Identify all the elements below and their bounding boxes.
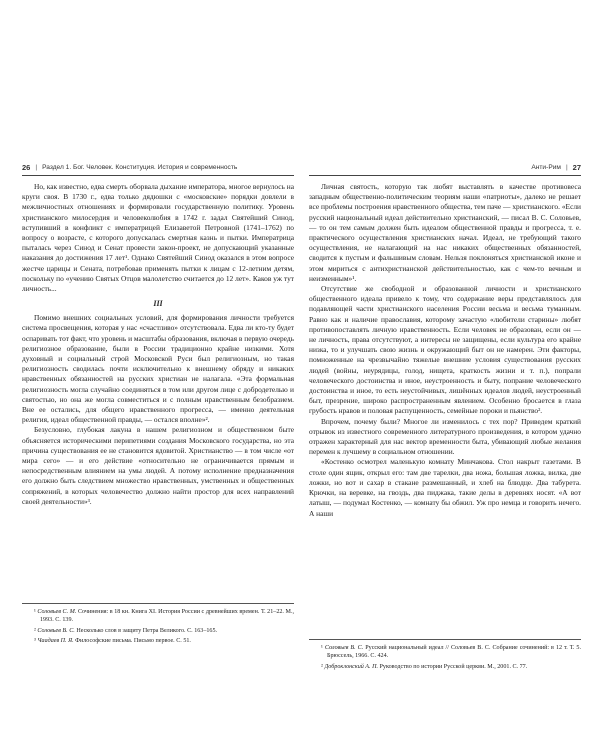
- paragraph: Впрочем, почему были? Многое ли изменилось с тех пор? Приведем краткий отрывок из известного современного литературного произведения, в котором удачно отражен характерный для нас вектор временности быта, убивающий любые желания перемен к лучшему в социальном отношении.: [309, 416, 581, 457]
- paragraph: Безусловно, глубокая лакуна в нашем религиозном и общественном быте объясняется историческими перипетиями создания Московского государства, но эта причина существования ее не становится ядовитой. Христианство — в том числе «от мира сего» — и его действие «относительно не ограничивается прямым и непосредственным влиянием на умы людей. А потому исполнение предназначения его должно быть следствием множество нравственных, умственных и общественных сопряжений, в которых человечество должно найти простор для всех направлений своей деятельности»³.: [22, 425, 294, 506]
- left-page-number: 26: [22, 163, 31, 172]
- right-running-head: [309, 163, 581, 176]
- left-running-head: [22, 163, 294, 176]
- paragraph: Отсутствие же свободной и образованной личности и христианского общественного идеала привело к тому, что содержание веры представлялось для подавляющей части христианского населения России весьма и весьма туманным. Равно как и наличие православия, которому зачастую «любители старины» любят противопоставлять личную нравственность. Если человек не образован, если он — не личность, права отсутствуют, а интересы не защищены, если культура его крайне низка, то и улучшать свою жизнь и окружающий быт он не намерен. Эти факторы, помноженные на чрезвычайно тяжелые внешние условия существования русских людей (войны, неурядицы, голод, нищета, краткость жизни и т. п.), попрали человеческого достоинства и иное, неустроенность и быту, попрание человеческого достоинства и иное, то есть неустойчивых, лишённых идеалов людей, неустроенный быт, презрение, широко распространенным явлением. Особенно бросается в глаза грубость нравов и половая распущенность, семейные пороки и пьянство².: [309, 284, 581, 416]
- footnote: ² Соловьев В. С. Несколько слов в защиту Петра Великого. С. 163–165.: [34, 627, 218, 634]
- left-footnotes: [22, 603, 294, 648]
- paragraph: Личная святость, которую так любят выставлять в качестве противовеса западным общественно-политическим теориям наши «патриоты», далеко не решает все проблемы построения нравственного общества, тем паче — христианского. «Если русский национальный идеал действительно христианский, — писал В. С. Соловьев, — то он тем самым должен быть идеалом общественной правды и прогресса, т. е. практического осуществления христианских начал. Идеал, не требующий такого осуществления, не налагающий на нас никаких общественных обязанностей, сводится к пустым и фальшивым словам. Нельзя поклоняться христианской иконе и этом мириться с антихристианской действительностью, как с чем-то вечным и неизменным»¹.: [309, 182, 581, 283]
- footnote: ¹ Соловьев С. М. Сочинения: в 18 кн. Книга XI. История России с древнейших времен. Т. 21–22. М., 1993. С. 139.: [34, 609, 294, 624]
- right-page-number: 27: [572, 163, 581, 172]
- head-separator: |: [565, 164, 568, 171]
- paragraph: Помимо внешних социальных условий, для формирования личности требуется система просвещения, которая у нас «счастливо» отсутствовала. Едва ли кто-ту будет оспаривать тот факт, что уровень и масштабы образования, включая в первую очередь религиозное образование, были в России традиционно крайне низкими. Хотя духовный и социальный строй Московской Руси был религиозным, но такая религиозность сводилась почти исключительно к внешнему обряду и никаких нравственных обязанностей на русских христиан не налагала. «Эта формальная религиозность могла случайно соединяться в том или другом лице с добродетелью и святостью, но она же могла совместиться и с полным нравственным безобразием. Вне ее остались, для общего нравственного прогресса, — именно деятельная религия, идеал общественной правды, — остался вполне»².: [22, 313, 294, 425]
- footnote: ² Доброклонский А. П. Руководство по истории Русской церкви. М., 2001. С. 77.: [321, 663, 528, 670]
- paragraph: Но, как известно, едва смерть оборвала дыхание императора, многое вернулось на круги своя. В 1730 г., едва только дядюшки с «московские» порядки довлели в межличностных отношениях и формировали государственную политику. Уровень христианского милосердия и человеколюбия в 1742 г. задал Святейший Синод, вступивший в конфликт с императрицей Елизаветой Петровной (1741–1762) по вопросу о возрасте, с которого допускалась смертная казнь и пытки. Императрица пыталась через Синод и Сенат провести закон-проект, не допускающий указанные наказания до достижения 17 лет¹. Однако Святейший Синод оказался в этом вопросе жестче царицы и Сената, потребовав применять пытки к лицам с 12-летним детям, поскольку по «учению Святых Отцов малолетство считается до 12 лет». Каков уж тут личность...: [22, 182, 294, 294]
- footnote: ³ Чаадаев П. Я. Философские письма. Письмо первое. С. 51.: [34, 638, 191, 645]
- section-divider: III: [153, 299, 163, 309]
- left-section-title: Раздел 1. Бог. Человек. Конституция. История и современность: [42, 164, 238, 171]
- right-section-title: Анти-Рим: [531, 164, 561, 171]
- right-footnotes: [309, 639, 581, 673]
- left-page: [22, 163, 294, 723]
- right-page: [309, 163, 581, 723]
- right-body: [309, 182, 581, 519]
- head-separator: |: [35, 164, 38, 171]
- left-body: [22, 182, 294, 507]
- paragraph: «Костенко осмотрел маленькую комнату Минчакова. Стол накрыт газетами. В столе один ящик, открыл его: там две тарелки, два ножа, большая ложка, вилка, две ложки, но вот и сахар в стакане размешанный, и хлеб на блюдце. Два табурета. Крючки, на веревке, на гвоздь, два пиджака, такие делы в деревнях носят. «А вот латыш, — подумал Костенко, — комнату бы обжил. Уж про немца и говорить нечего. А наши: [309, 457, 581, 518]
- footnote: ¹ Соловьев В. С. Русский национальный идеал // Соловьев В. С. Собрание сочинений: в 12 т. Т. 5. Брюссель, 1966. С. 424.: [321, 645, 581, 660]
